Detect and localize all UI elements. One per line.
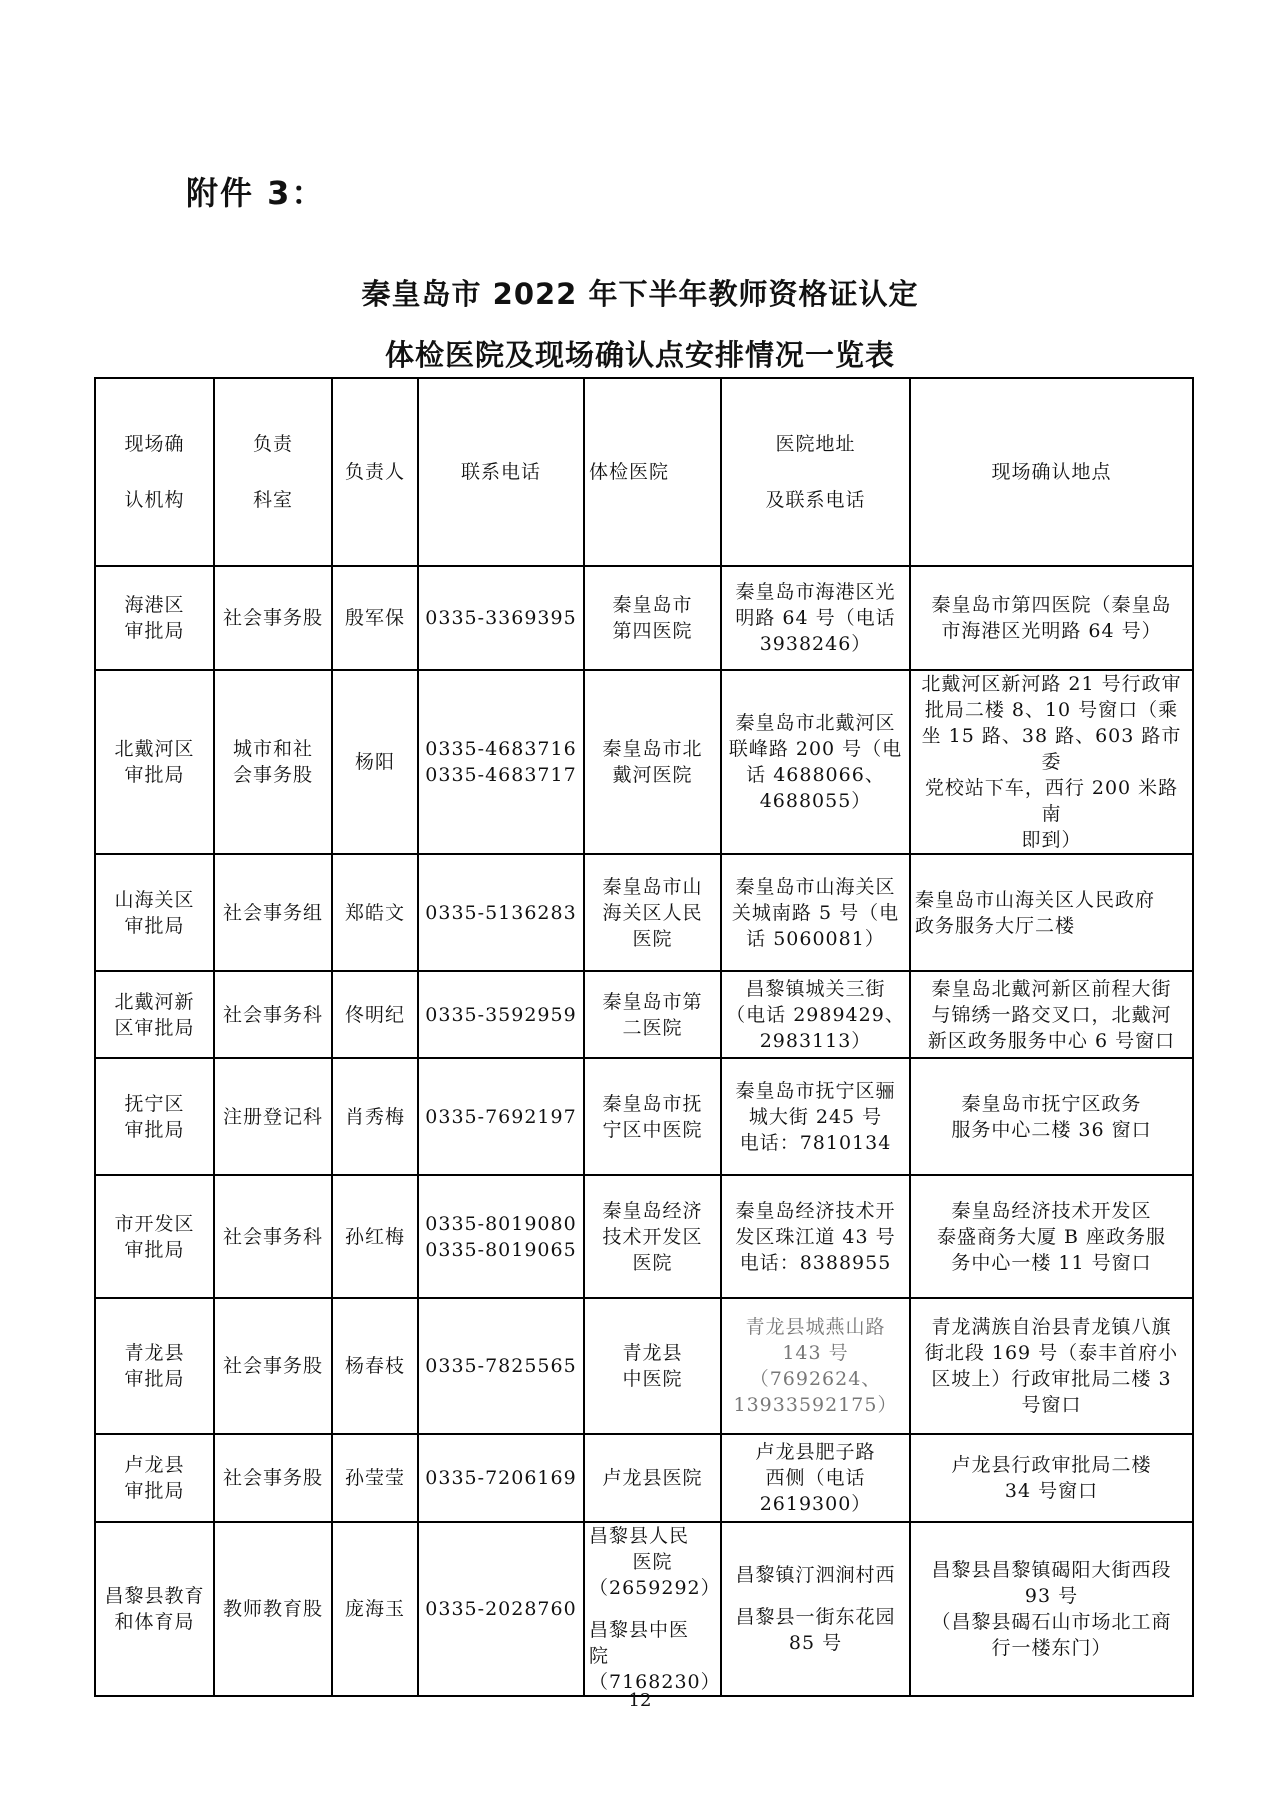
- page-number: 12: [628, 1690, 652, 1711]
- table-row: [95, 1298, 1193, 1434]
- address-cell: 秦皇岛市抚宁区骊 城大街 245 号 电话：7810134: [721, 1058, 910, 1175]
- site-cell: 秦皇岛市山海关区人民政府 政务服务大厅二楼: [910, 854, 1193, 971]
- site-cell: 秦皇岛北戴河新区前程大街 与锦绣一路交叉口，北戴河 新区政务服务中心 6 号窗口: [910, 971, 1193, 1058]
- phone-cell: 0335-8019080 0335-8019065: [418, 1175, 584, 1298]
- org-cell: 市开发区 审批局: [95, 1175, 214, 1298]
- phone-cell: 0335-4683716 0335-4683717: [418, 670, 584, 854]
- header-hospital: 体检医院: [584, 378, 721, 566]
- table-row: [95, 1175, 1193, 1298]
- address-cell: 秦皇岛市山海关区 关城南路 5 号（电 话 5060081）: [721, 854, 910, 971]
- table-row: [95, 670, 1193, 854]
- phone-cell: 0335-2028760: [418, 1522, 584, 1696]
- org-cell: 抚宁区 审批局: [95, 1058, 214, 1175]
- dept-cell: 城市和社 会事务股: [214, 670, 332, 854]
- org-cell: 北戴河区 审批局: [95, 670, 214, 854]
- table-row: [95, 1522, 1193, 1696]
- hospital-cell: 秦皇岛经济 技术开发区 医院: [584, 1175, 721, 1298]
- person-cell: 郑皓文: [332, 854, 418, 971]
- site-cell: 秦皇岛经济技术开发区 泰盛商务大厦 B 座政务服 务中心一楼 11 号窗口: [910, 1175, 1193, 1298]
- hospital-cell: 卢龙县医院: [584, 1434, 721, 1522]
- header-org: 现场确 认机构: [95, 378, 214, 566]
- phone-cell: 0335-3592959: [418, 971, 584, 1058]
- phone-cell: 0335-7692197: [418, 1058, 584, 1175]
- table-row: [95, 971, 1193, 1058]
- org-cell: 山海关区 审批局: [95, 854, 214, 971]
- org-cell: 青龙县 审批局: [95, 1298, 214, 1434]
- site-cell: 北戴河区新河路 21 号行政审 批局二楼 8、10 号窗口（乘 坐 15 路、38 路、603 路市委 党校站下车，西行 200 米路南 即到）: [910, 670, 1193, 854]
- attachment-label: 附件 3：: [186, 174, 326, 212]
- phone-cell: 0335-7206169: [418, 1434, 584, 1522]
- person-cell: 孙红梅: [332, 1175, 418, 1298]
- org-cell: 卢龙县 审批局: [95, 1434, 214, 1522]
- hospital-cell: 昌黎县人民 医院 （2659292） 昌黎县中医 院（7168230）: [584, 1522, 721, 1696]
- dept-cell: 社会事务股: [214, 1298, 332, 1434]
- hospital-cell: 秦皇岛市山 海关区人民 医院: [584, 854, 721, 971]
- person-cell: 佟明纪: [332, 971, 418, 1058]
- dept-cell: 社会事务股: [214, 566, 332, 670]
- person-cell: 孙莹莹: [332, 1434, 418, 1522]
- table-row: [95, 1434, 1193, 1522]
- address-cell: 秦皇岛市海港区光 明路 64 号（电话 3938246）: [721, 566, 910, 670]
- table-row: [95, 566, 1193, 670]
- phone-cell: 0335-5136283: [418, 854, 584, 971]
- schedule-table: [94, 377, 1194, 1697]
- site-cell: 秦皇岛市抚宁区政务 服务中心二楼 36 窗口: [910, 1058, 1193, 1175]
- hospital-cell: 秦皇岛市 第四医院: [584, 566, 721, 670]
- header-row: [95, 378, 1193, 566]
- hospital-cell: 秦皇岛市北 戴河医院: [584, 670, 721, 854]
- person-cell: 殷军保: [332, 566, 418, 670]
- dept-cell: 社会事务股: [214, 1434, 332, 1522]
- phone-cell: 0335-3369395: [418, 566, 584, 670]
- org-cell: 昌黎县教育 和体育局: [95, 1522, 214, 1696]
- hospital-cell: 秦皇岛市抚 宁区中医院: [584, 1058, 721, 1175]
- person-cell: 肖秀梅: [332, 1058, 418, 1175]
- person-cell: 杨春枝: [332, 1298, 418, 1434]
- header-site: 现场确认地点: [910, 378, 1193, 566]
- address-cell: 秦皇岛市北戴河区 联峰路 200 号（电 话 4688066、 4688055）: [721, 670, 910, 854]
- person-cell: 庞海玉: [332, 1522, 418, 1696]
- hospital-cell: 青龙县 中医院: [584, 1298, 721, 1434]
- person-cell: 杨阳: [332, 670, 418, 854]
- dept-cell: 注册登记科: [214, 1058, 332, 1175]
- address-cell: 昌黎镇汀泗涧村西 昌黎县一街东花园 85 号: [721, 1522, 910, 1696]
- address-cell: 卢龙县肥子路 西侧（电话 2619300）: [721, 1434, 910, 1522]
- header-address: 医院地址 及联系电话: [721, 378, 910, 566]
- title-line-1: 秦皇岛市 2022 年下半年教师资格证认定: [361, 277, 919, 311]
- site-cell: 卢龙县行政审批局二楼 34 号窗口: [910, 1434, 1193, 1522]
- dept-cell: 社会事务科: [214, 971, 332, 1058]
- site-cell: 青龙满族自治县青龙镇八旗 街北段 169 号（泰丰首府小 区坡上）行政审批局二楼 3 号窗口: [910, 1298, 1193, 1434]
- table-row: [95, 854, 1193, 971]
- site-cell: 秦皇岛市第四医院（秦皇岛 市海港区光明路 64 号）: [910, 566, 1193, 670]
- header-person: 负责人: [332, 378, 418, 566]
- address-cell: 秦皇岛经济技术开 发区珠江道 43 号 电话：8388955: [721, 1175, 910, 1298]
- hospital-cell: 秦皇岛市第 二医院: [584, 971, 721, 1058]
- header-phone: 联系电话: [418, 378, 584, 566]
- dept-cell: 教师教育股: [214, 1522, 332, 1696]
- site-cell: 昌黎县昌黎镇碣阳大街西段 93 号 （昌黎县碣石山市场北工商 行一楼东门）: [910, 1522, 1193, 1696]
- address-cell: 青龙县城燕山路 143 号（7692624、 13933592175）: [721, 1298, 910, 1434]
- table-row: [95, 1058, 1193, 1175]
- dept-cell: 社会事务组: [214, 854, 332, 971]
- dept-cell: 社会事务科: [214, 1175, 332, 1298]
- address-cell: 昌黎镇城关三街 （电话 2989429、 2983113）: [721, 971, 910, 1058]
- phone-cell: 0335-7825565: [418, 1298, 584, 1434]
- title-line-2: 体检医院及现场确认点安排情况一览表: [384, 338, 895, 372]
- org-cell: 北戴河新 区审批局: [95, 971, 214, 1058]
- header-dept: 负责 科室: [214, 378, 332, 566]
- org-cell: 海港区 审批局: [95, 566, 214, 670]
